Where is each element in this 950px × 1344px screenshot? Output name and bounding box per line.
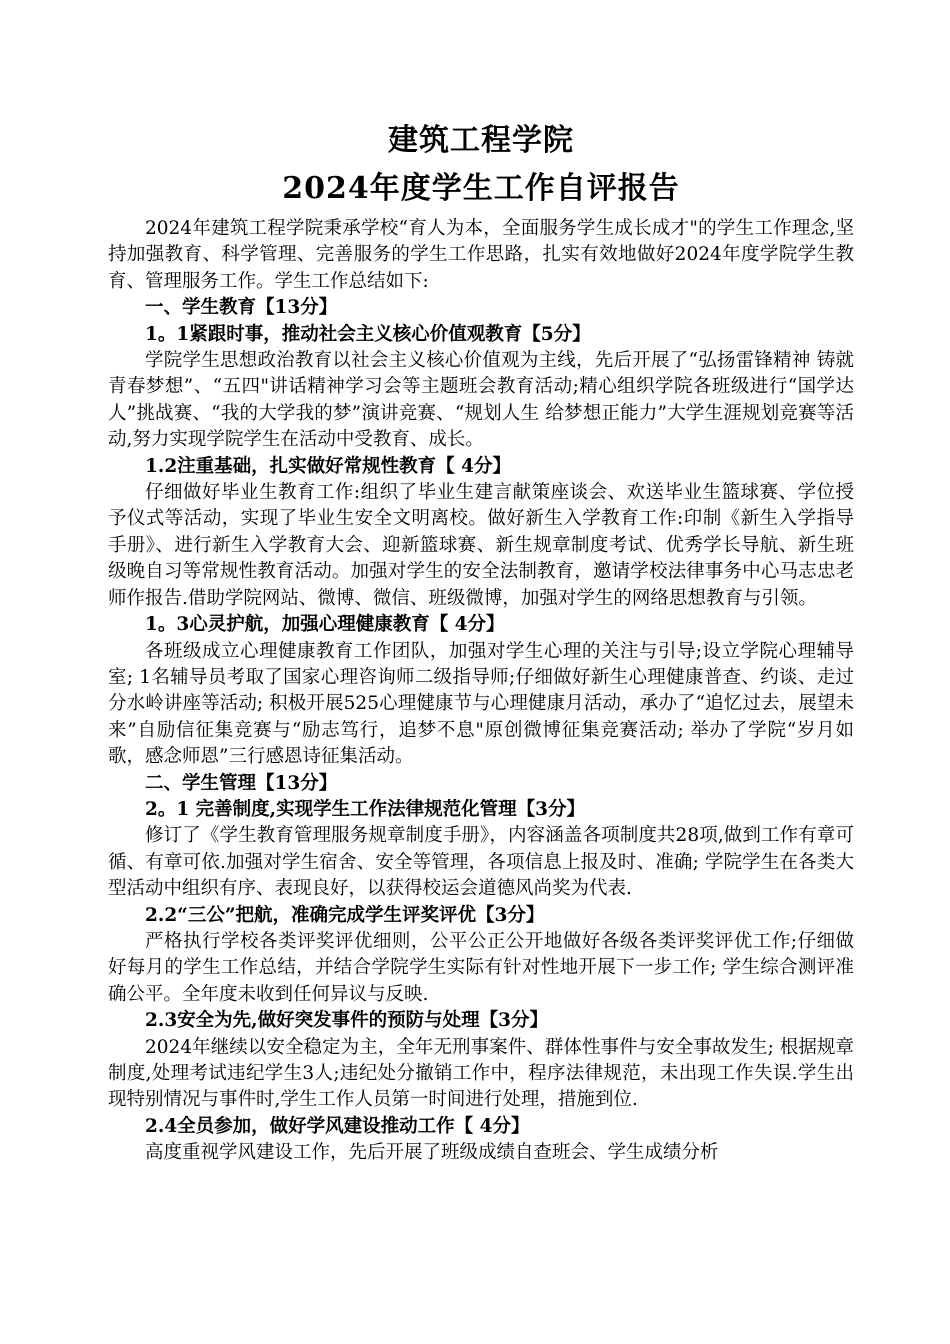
section2-2-heading: 2.2“三公”把航，准确完成学生评奖评优【3分】: [145, 904, 545, 926]
section2-4-heading: 2.4全员参加，做好学风建设推动工作【 4分】: [145, 1115, 530, 1137]
document-page: [108, 118, 854, 1167]
section1-2-body: 仔细做好毕业生教育工作:组织了毕业生建言献策座谈会、欢送毕业生篮球赛、学位授予仪式等活动，实现了毕业生安全文明离校。做好新生入学教育工作:印制《新生入学指导手册》、进行新生入学教育大会、迎新篮球赛、新生规章制度考试、优秀学长导航、新生班级晚自习等常规性教育活动。加强对学生的安全法制教育，邀请学校法律事务中心马志忠老师作报告.借助学院网站、微博、微信、班级微博，加强对学生的网络思想教育与引领。: [108, 482, 854, 609]
section2-heading: 二、学生管理【13分】: [145, 772, 338, 794]
document-title-line2: 2024年度学生工作自评报告: [282, 171, 680, 206]
section2-4-body: 高度重视学风建设工作，先后开展了班级成绩自查班会、学生成绩分析: [145, 1142, 719, 1164]
section2-1-heading: 2。1 完善制度,实现学生工作法律规范化管理【3分】: [145, 798, 586, 820]
section1-2-heading: 1.2注重基础，扎实做好常规性教育【 4分】: [145, 455, 511, 477]
section2-3-body: 2024年继续以安全稳定为主，全年无刑事案件、群体性事件与安全事故发生; 根据规章制度,处理考试违纪学生3人;违纪处分撤销工作中，程序法律规范，未出现工作失误.学生出现特别情况与事件时,学生工作人员第一时间进行处理，措施到位.: [108, 1036, 854, 1111]
section2-1-body: 修订了《学生教育管理服务规章制度手册》，内容涵盖各项制度共28项,做到工作有章可循、有章可依.加强对学生宿舍、安全等管理，各项信息上报及时、准确; 学院学生在各类大型活动中组织有序、表现良好，以获得校运会道德风尚奖为代表.: [108, 825, 854, 900]
section1-1-body: 学院学生思想政治教育以社会主义核心价值观为主线，先后开展了“弘扬雷锋精神 铸就青春梦想”、“五四"讲话精神学习会等主题班会教育活动;精心组织学院各班级进行“国学达人”挑战赛、“我的大学我的梦”演讲竞赛、“规划人生 给梦想正能力”大学生涯规划竞赛等活动,努力实现学院学生在活动中受教育、成长。: [108, 350, 854, 451]
intro-paragraph: 2024年建筑工程学院秉承学校“育人为本，全面服务学生成长成才"的学生工作理念,坚持加强教育、科学管理、完善服务的学生工作思路，扎实有效地做好2024年度学院学生教育、管理服务工作。学生工作总结如下:: [108, 218, 854, 292]
section1-1-heading: 1。1紧跟时事，推动社会主义核心价值观教育【5分】: [145, 323, 591, 345]
section1-3-heading: 1。3心灵护航，加强心理健康教育【 4分】: [145, 614, 505, 636]
section2-2-body: 严格执行学校各类评奖评优细则，公平公正公开地做好各级各类评奖评优工作;仔细做好每月的学生工作总结，并结合学院学生实际有针对性地开展下一步工作; 学生综合测评准确公平。全年度未收到任何异议与反映.: [108, 930, 854, 1005]
section2-3-heading: 2.3安全为先,做好突发事件的预防与处理【3分】: [145, 1010, 549, 1032]
section1-heading: 一、学生教育【13分】: [145, 297, 338, 319]
section1-3-body: 各班级成立心理健康教育工作团队，加强对学生心理的关注与引导;设立学院心理辅导室; 1名辅导员考取了国家心理咨询师二级指导师;仔细做好新生心理健康普查、约谈、走过分水岭讲座等活动; 积极开展525心理健康节与心理健康月活动，承办了“追忆过去，展望未来”自励信征集竞赛与“励志笃行，追梦不息"原创微博征集竞赛活动; 举办了学院“岁月如歌，感念师恩”三行感恩诗征集活动。: [108, 640, 854, 768]
document-title-line1: 建筑工程学院: [388, 123, 574, 158]
